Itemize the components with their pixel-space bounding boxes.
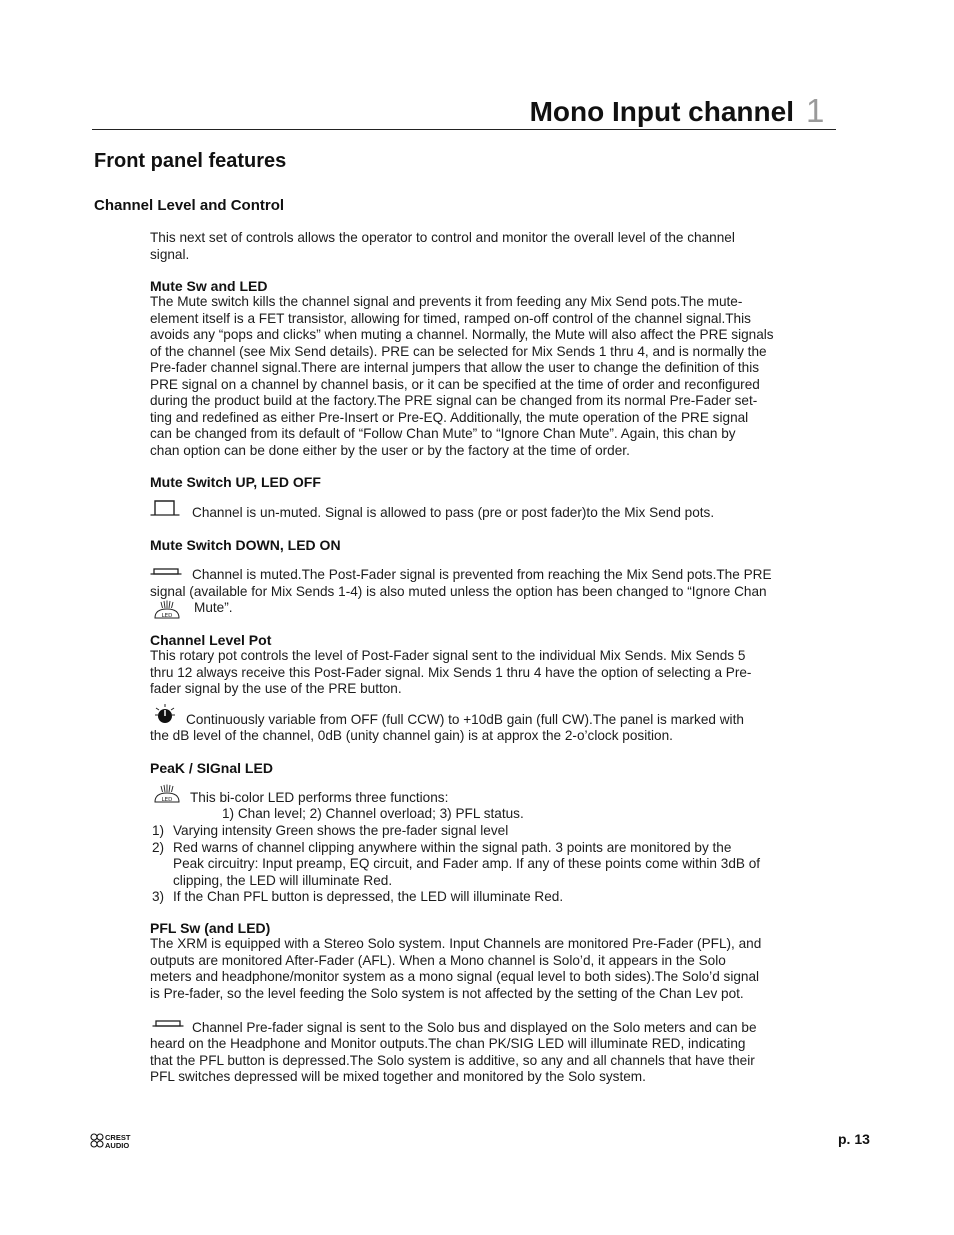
pfl-note-line: Channel Pre-fader signal is sent to the Solo bus and displayed on the Solo meters and can be <box>192 1020 757 1035</box>
list-item-number: 2) <box>152 839 165 855</box>
mute-line: during the product build at the factory.The PRE signal can be changed from its normal Pre-Fader set- <box>150 393 758 408</box>
level-pot-line: This rotary pot controls the level of Post-Fader signal sent to the individual Mix Sends. Mix Sends 5 <box>150 648 746 663</box>
list-item-text: If the Chan PFL button is depressed, the LED will illuminate Red. <box>173 889 564 904</box>
chapter-number: 1 <box>806 92 825 129</box>
pfl-line: is Pre-fader, so the level feeding the Solo system is not affected by the setting of the Chan Lev pot. <box>150 985 744 1001</box>
level-pot-heading: Channel Level Pot <box>150 632 272 648</box>
list-item <box>152 823 792 840</box>
level-pot-line: thru 12 always receive this Post-Fader signal. Mix Sends 1 thru 4 have the option of selecting a Pre- <box>150 664 752 680</box>
led-label: LED <box>161 797 173 803</box>
pfl-note-line: PFL switches depressed will be mixed together and monitored by the Solo system. <box>150 1069 646 1084</box>
intro-line: This next set of controls allows the operator to control and monitor the overall level of the channel <box>150 230 735 245</box>
logo-word: CREST <box>105 1133 131 1142</box>
list-item-text: Varying intensity Green shows the pre-fader signal level <box>173 823 509 838</box>
mute-line: chan option can be done either by the user or by the factory at the time of order. <box>150 442 630 458</box>
mute-line: avoids any “pops and clicks” when muting a channel. Normally, the Mute will also affect the PRE signals <box>150 327 774 342</box>
led-icon <box>152 784 182 804</box>
mute-down-line: Channel is muted.The Post-Fader signal is prevented from reaching the Mix Send pots.The PRE <box>192 567 772 582</box>
logo-word: AUDIO <box>105 1141 130 1149</box>
mute-heading: Mute Sw and LED <box>150 278 268 294</box>
list-item-number: 3) <box>152 889 165 904</box>
mute-line: Pre-fader channel signal.There are internal jumpers that allow the user to change the definition of this <box>150 360 760 375</box>
pfl-section <box>150 920 790 1002</box>
level-pot-section <box>150 632 790 698</box>
mute-up-heading: Mute Switch UP, LED OFF <box>150 474 321 490</box>
pfl-line: outputs are monitored After-Fader (AFL). When a Mono channel is Solo’d, it appears in the Solo <box>150 952 726 968</box>
led-label: LED <box>161 613 173 619</box>
peak-led-line: This bi-color LED performs three functions: <box>190 790 449 805</box>
pfl-line: The XRM is equipped with a Stereo Solo system. Input Channels are monitored Pre-Fader (PFL), and <box>150 936 762 951</box>
mute-line: ting and redefined as either Pre-Insert or Pre-EQ. Additionally, the mute operation of the PRE signal <box>150 409 749 425</box>
mute-down-line: Mute”. <box>194 600 233 615</box>
switch-up-icon <box>150 498 180 518</box>
mute-line: PRE signal on a channel by channel basis, or it can be specified at the time of order and reconfigured <box>150 376 760 392</box>
header-rule <box>92 129 836 130</box>
mute-line: element itself is a FET transistor, allowing for timed, ramped on-off control of the channel signal.This <box>150 310 751 326</box>
switch-down-icon <box>152 1019 184 1031</box>
mute-section <box>150 278 790 459</box>
pfl-heading: PFL Sw (and LED) <box>150 920 271 936</box>
intro-paragraph <box>150 230 790 263</box>
chapter-title: Mono Input channel <box>529 96 794 127</box>
list-item-text: Peak circuitry: Input preamp, EQ circuit, and Fader amp. If any of these points come within 3dB of <box>173 856 761 871</box>
rotary-pot-icon <box>152 703 178 725</box>
mute-up-text: Channel is un-muted. Signal is allowed to pass (pre or post fader)to the Mix Send pots. <box>192 505 715 520</box>
level-pot-note: the dB level of the channel, 0dB (unity channel gain) is at approx the 2-o’clock position. <box>150 728 673 743</box>
list-item-text: Red warns of channel clipping anywhere within the signal path. 3 points are monitored by the <box>173 839 732 855</box>
crest-audio-logo <box>90 1133 150 1154</box>
led-on-icon <box>152 600 182 620</box>
list-item-text: clipping, the LED will illuminate Red. <box>173 872 393 888</box>
intro-line: signal. <box>150 246 190 262</box>
list-item-number: 1) <box>152 823 165 838</box>
pfl-note-line: heard on the Headphone and Monitor outputs.The chan PK/SIG LED will illuminate RED, indicating <box>150 1036 746 1051</box>
mute-down-heading: Mute Switch DOWN, LED ON <box>150 537 341 553</box>
pfl-note-line: that the PFL button is depressed.The Solo system is additive, so any and all channels that have their <box>150 1052 755 1068</box>
pfl-note <box>150 1036 790 1086</box>
subsection-title: Channel Level and Control <box>94 197 285 214</box>
pfl-line: meters and headphone/monitor system as a mono signal (equal level to both sides).The Solo’d signal <box>150 969 760 984</box>
level-pot-line: fader signal by the use of the PRE button. <box>150 681 402 696</box>
mute-line: can be changed from its default of “Follow Chan Mute” to “Ignore Chan Mute”. Again, this chan by <box>150 426 736 441</box>
page-number: p. 13 <box>838 1131 870 1147</box>
switch-down-icon <box>150 567 182 579</box>
section-title: Front panel features <box>94 150 287 172</box>
peak-led-line: 1) Chan level; 2) Channel overload; 3) PFL status. <box>222 806 524 821</box>
level-pot-note: Continuously variable from OFF (full CCW) to +10dB gain (full CW).The panel is marked with <box>186 712 744 727</box>
mute-line: The Mute switch kills the channel signal and prevents it from feeding any Mix Send pots.The mute- <box>150 294 743 309</box>
mute-down-line: signal (available for Mix Sends 1-4) is also muted unless the option has been changed to “Ignore Chan <box>150 584 767 599</box>
list-item <box>152 889 792 906</box>
list-item <box>152 840 792 890</box>
peak-led-heading: PeaK / SIGnal LED <box>150 760 273 776</box>
peak-led-list <box>152 823 792 906</box>
mute-line: of the channel (see Mix Send details). PRE can be selected for Mix Sends 1 thru 4, and is normally the <box>150 343 767 359</box>
